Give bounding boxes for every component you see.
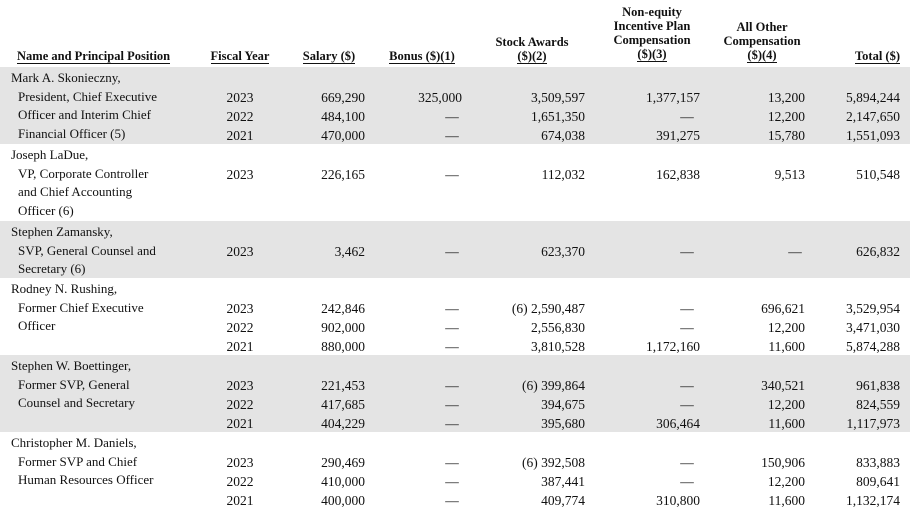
fiscal-year: 2022 (226, 397, 254, 412)
neip-value: — (680, 397, 694, 412)
executive-name: Joseph LaDue, (11, 147, 89, 162)
header-all-other: All Other Compensation ($)(4) (723, 20, 801, 62)
other-value: 12,200 (767, 320, 805, 335)
executive-position-line: and Chief Accounting (18, 184, 133, 199)
executive-name: Mark A. Skonieczny, (11, 70, 121, 85)
header-stock-awards: Stock Awards ($)(2) (495, 35, 569, 63)
neip-value: 310,800 (656, 493, 700, 508)
stock-value: 112,032 (541, 167, 585, 182)
salary-value: 290,469 (321, 455, 365, 470)
fiscal-year: 2023 (226, 90, 254, 105)
executive-position-line: SVP, General Counsel and (18, 242, 156, 258)
other-value: 11,600 (768, 339, 805, 354)
total-value: 626,832 (856, 244, 900, 259)
neip-value: — (680, 301, 694, 316)
bonus-value: — (445, 455, 459, 470)
fiscal-year: 2023 (226, 167, 254, 182)
stock-value: 1,651,350 (531, 109, 585, 124)
fiscal-year: 2021 (226, 339, 254, 354)
fiscal-year: 2021 (226, 416, 254, 431)
header-name: Name and Principal Position (17, 49, 171, 63)
total-value: 2,147,650 (846, 109, 900, 124)
executive-position-line: Secretary (6) (18, 261, 86, 276)
bonus-value: — (445, 339, 459, 354)
executive-name: Stephen W. Boettinger, (11, 358, 132, 373)
bonus-value: — (445, 167, 459, 182)
fiscal-year: 2023 (226, 301, 254, 316)
executive-position-line: Human Resources Officer (18, 472, 154, 487)
stock-value: 387,441 (541, 474, 585, 489)
other-value: 13,200 (767, 90, 805, 105)
stock-value: 3,509,597 (531, 90, 585, 105)
salary-value: 902,000 (321, 320, 365, 335)
salary-value: 880,000 (321, 339, 365, 354)
other-value: 12,200 (767, 397, 805, 412)
salary-value: 417,685 (321, 397, 365, 412)
other-value: 12,200 (767, 109, 805, 124)
executive-position-line: Counsel and Secretary (18, 395, 135, 410)
bonus-value: — (445, 378, 459, 393)
stock-value: 674,038 (541, 128, 585, 143)
header-total: Total ($) (854, 49, 900, 63)
other-value: 150,906 (761, 455, 805, 470)
stock-value: 2,556,830 (531, 320, 585, 335)
other-value: 696,621 (761, 301, 805, 316)
neip-value: 1,172,160 (646, 339, 700, 354)
neip-value: 306,464 (656, 416, 700, 431)
other-value: 9,513 (774, 167, 805, 182)
stock-value: (6) 399,864 (522, 378, 585, 393)
other-value: 11,600 (768, 416, 805, 431)
bonus-value: — (445, 493, 459, 508)
other-value: 12,200 (767, 474, 805, 489)
executive-position-line: Financial Officer (5) (18, 125, 126, 141)
stock-value: (6) 2,590,487 (511, 301, 585, 316)
header-bonus: Bonus ($)(1) (389, 49, 455, 63)
bonus-value: — (445, 244, 459, 259)
neip-value: 1,377,157 (646, 90, 700, 105)
header-non-equity-incentive: Non-equity Incentive Plan Compensation ($)(3) (613, 5, 691, 61)
bonus-value: — (445, 301, 459, 316)
executive-position-line: VP, Corporate Controller (18, 165, 149, 181)
fiscal-year: 2021 (226, 493, 254, 508)
total-value: 5,894,244 (846, 90, 900, 105)
fiscal-year: 2022 (226, 474, 254, 489)
fiscal-year: 2023 (226, 244, 254, 259)
neip-value: — (680, 455, 694, 470)
neip-value: — (680, 109, 694, 124)
salary-value: 400,000 (321, 493, 365, 508)
other-value: 340,521 (761, 378, 805, 393)
bonus-value: — (445, 109, 459, 124)
executive-name: Stephen Zamansky, (11, 224, 113, 239)
executive-name: Christopher M. Daniels, (11, 435, 137, 450)
neip-value: — (680, 378, 694, 393)
fiscal-year: 2022 (226, 109, 254, 124)
fiscal-year: 2022 (226, 320, 254, 335)
salary-value: 410,000 (321, 474, 365, 489)
stock-value: 3,810,528 (531, 339, 585, 354)
salary-value: 226,165 (321, 167, 365, 182)
neip-value: — (680, 474, 694, 489)
bonus-value: 325,000 (418, 90, 462, 105)
total-value: 3,529,954 (846, 301, 900, 316)
stock-value: 395,680 (541, 416, 585, 431)
salary-value: 242,846 (321, 301, 365, 316)
stock-value: 623,370 (541, 244, 585, 259)
total-value: 1,132,174 (846, 493, 900, 508)
neip-value: — (680, 320, 694, 335)
salary-value: 221,453 (321, 378, 365, 393)
bonus-value: — (445, 397, 459, 412)
salary-value: 404,229 (321, 416, 365, 431)
total-value: 1,117,973 (846, 416, 900, 431)
total-value: 5,874,288 (846, 339, 900, 354)
total-value: 824,559 (856, 397, 900, 412)
header-salary: Salary ($) (302, 49, 356, 63)
total-value: 1,551,093 (846, 128, 900, 143)
neip-value: — (680, 244, 694, 259)
stock-value: (6) 392,508 (522, 455, 585, 470)
other-value: — (788, 244, 802, 259)
salary-value: 470,000 (321, 128, 365, 143)
bonus-value: — (445, 416, 459, 431)
bonus-value: — (445, 320, 459, 335)
stock-value: 394,675 (541, 397, 585, 412)
executive-position-line: President, Chief Executive (18, 88, 157, 104)
fiscal-year: 2021 (226, 128, 254, 143)
total-value: 961,838 (856, 378, 900, 393)
stock-value: 409,774 (541, 493, 585, 508)
salary-value: 669,290 (321, 90, 365, 105)
executive-position-line: Former SVP, General (18, 376, 130, 392)
fiscal-year: 2023 (226, 455, 254, 470)
executive-position-line: Former Chief Executive (18, 299, 144, 315)
fiscal-year: 2023 (226, 378, 254, 393)
neip-value: 391,275 (656, 128, 700, 143)
salary-value: 3,462 (334, 244, 365, 259)
header-fiscal-year: Fiscal Year (210, 49, 270, 63)
total-value: 809,641 (856, 474, 900, 489)
bonus-value: — (445, 474, 459, 489)
executive-position-line: Former SVP and Chief (18, 453, 138, 469)
other-value: 15,780 (767, 128, 805, 143)
neip-value: 162,838 (656, 167, 700, 182)
total-value: 3,471,030 (846, 320, 900, 335)
executive-name: Rodney N. Rushing, (11, 281, 118, 296)
executive-position-line: Officer (6) (18, 202, 74, 218)
bonus-value: — (445, 128, 459, 143)
executive-position-line: Officer and Interim Chief (18, 107, 151, 122)
total-value: 510,548 (856, 167, 900, 182)
other-value: 11,600 (768, 493, 805, 508)
total-value: 833,883 (856, 455, 900, 470)
salary-value: 484,100 (321, 109, 365, 124)
executive-position-line: Officer (18, 318, 56, 333)
